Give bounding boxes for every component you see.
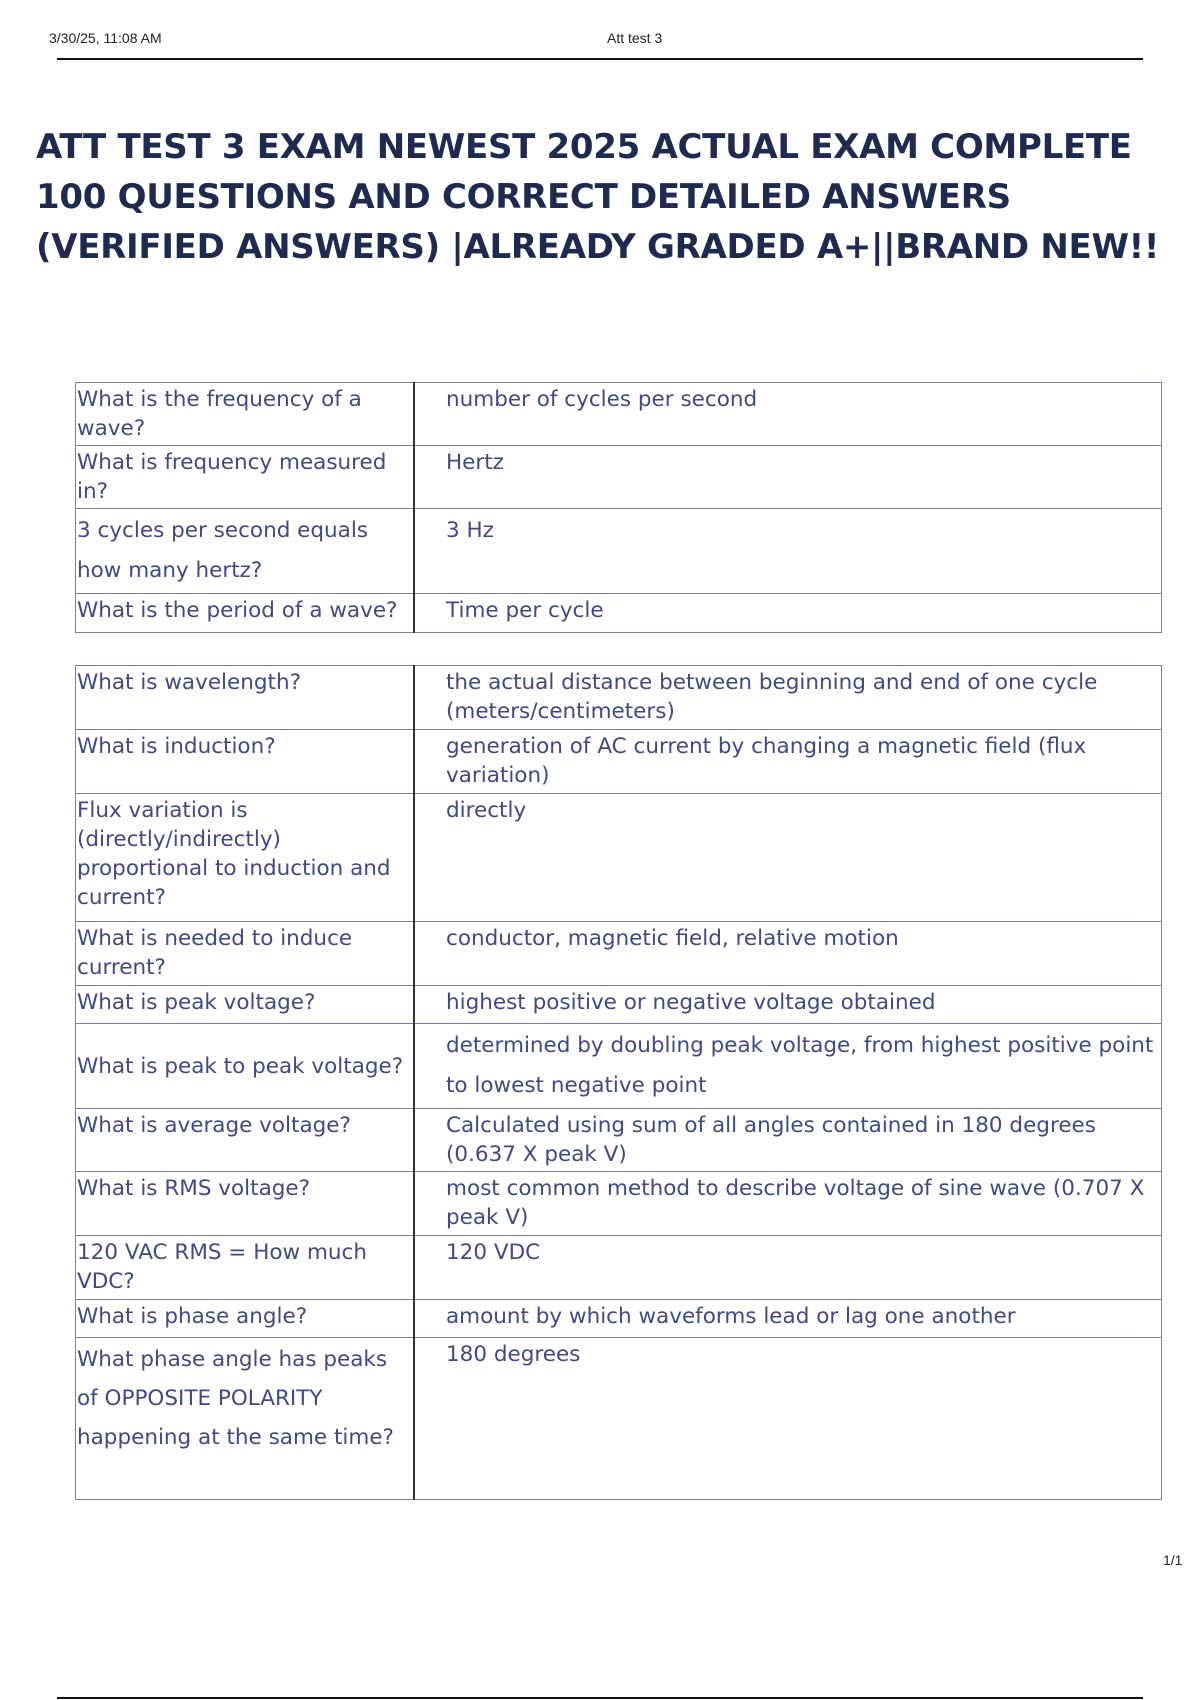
answer-cell: most common method to describe voltage of sine wave (0.707 X peak V) xyxy=(414,1172,1162,1236)
question-cell: What is RMS voltage? xyxy=(76,1172,415,1236)
question-cell: What is phase angle? xyxy=(76,1300,415,1338)
answer-cell: Hertz xyxy=(414,446,1162,509)
question-cell: 120 VAC RMS = How much VDC? xyxy=(76,1236,415,1300)
question-cell: What is frequency measured in? xyxy=(76,446,415,509)
question-cell: What is wavelength? xyxy=(76,666,415,730)
qa-table-1 xyxy=(75,382,1162,633)
answer-cell: 3 Hz xyxy=(414,509,1162,594)
table-row xyxy=(76,1024,1162,1109)
table-row xyxy=(76,446,1162,509)
qa-table-2 xyxy=(75,665,1162,1500)
print-doc-title: Att test 3 xyxy=(607,30,663,46)
print-header xyxy=(49,28,1143,60)
question-cell: What phase angle has peaks of OPPOSITE POLARITY happening at the same time? xyxy=(76,1338,415,1500)
answer-cell: determined by doubling peak voltage, from highest positive point to lowest negative point xyxy=(414,1024,1162,1109)
answer-cell: 120 VDC xyxy=(414,1236,1162,1300)
answer-cell: number of cycles per second xyxy=(414,383,1162,446)
document-title: ATT TEST 3 EXAM NEWEST 2025 ACTUAL EXAM COMPLETE 100 QUESTIONS AND CORRECT DETAILED ANSWERS (VERIFIED ANSWERS) |ALREADY GRADED A+||BRAND NEW!! xyxy=(36,127,1160,267)
table-row xyxy=(76,1109,1162,1172)
table-row xyxy=(76,594,1162,633)
answer-cell: conductor, magnetic field, relative motion xyxy=(414,922,1162,986)
answer-cell: generation of AC current by changing a magnetic field (flux variation) xyxy=(414,730,1162,794)
table-row xyxy=(76,922,1162,986)
answer-cell: highest positive or negative voltage obtained xyxy=(414,986,1162,1024)
question-cell: What is induction? xyxy=(76,730,415,794)
table-row xyxy=(76,794,1162,922)
answer-cell: Calculated using sum of all angles contained in 180 degrees (0.637 X peak V) xyxy=(414,1109,1162,1172)
answer-cell: the actual distance between beginning and end of one cycle (meters/centimeters) xyxy=(414,666,1162,730)
question-cell: What is peak to peak voltage? xyxy=(76,1024,415,1109)
page-number: 1/1 xyxy=(1163,1552,1183,1568)
print-date: 3/30/25, 11:08 AM xyxy=(49,30,162,46)
table-row xyxy=(76,1172,1162,1236)
answer-cell: directly xyxy=(414,794,1162,922)
question-cell: Flux variation is (directly/indirectly) proportional to induction and current? xyxy=(76,794,415,922)
table-row xyxy=(76,509,1162,594)
table-row xyxy=(76,1236,1162,1300)
answer-cell: amount by which waveforms lead or lag one another xyxy=(414,1300,1162,1338)
question-cell: What is the period of a wave? xyxy=(76,594,415,633)
table-row xyxy=(76,1338,1162,1500)
answer-cell: 180 degrees xyxy=(414,1338,1162,1500)
question-cell: What is the frequency of a wave? xyxy=(76,383,415,446)
table-row xyxy=(76,986,1162,1024)
question-cell: 3 cycles per second equals how many hertz? xyxy=(76,509,415,594)
table-row xyxy=(76,666,1162,730)
table-row xyxy=(76,1300,1162,1338)
answer-cell: Time per cycle xyxy=(414,594,1162,633)
question-cell: What is average voltage? xyxy=(76,1109,415,1172)
footer-divider xyxy=(57,1697,1143,1699)
question-cell: What is peak voltage? xyxy=(76,986,415,1024)
table-row xyxy=(76,383,1162,446)
table-row xyxy=(76,730,1162,794)
question-cell: What is needed to induce current? xyxy=(76,922,415,986)
